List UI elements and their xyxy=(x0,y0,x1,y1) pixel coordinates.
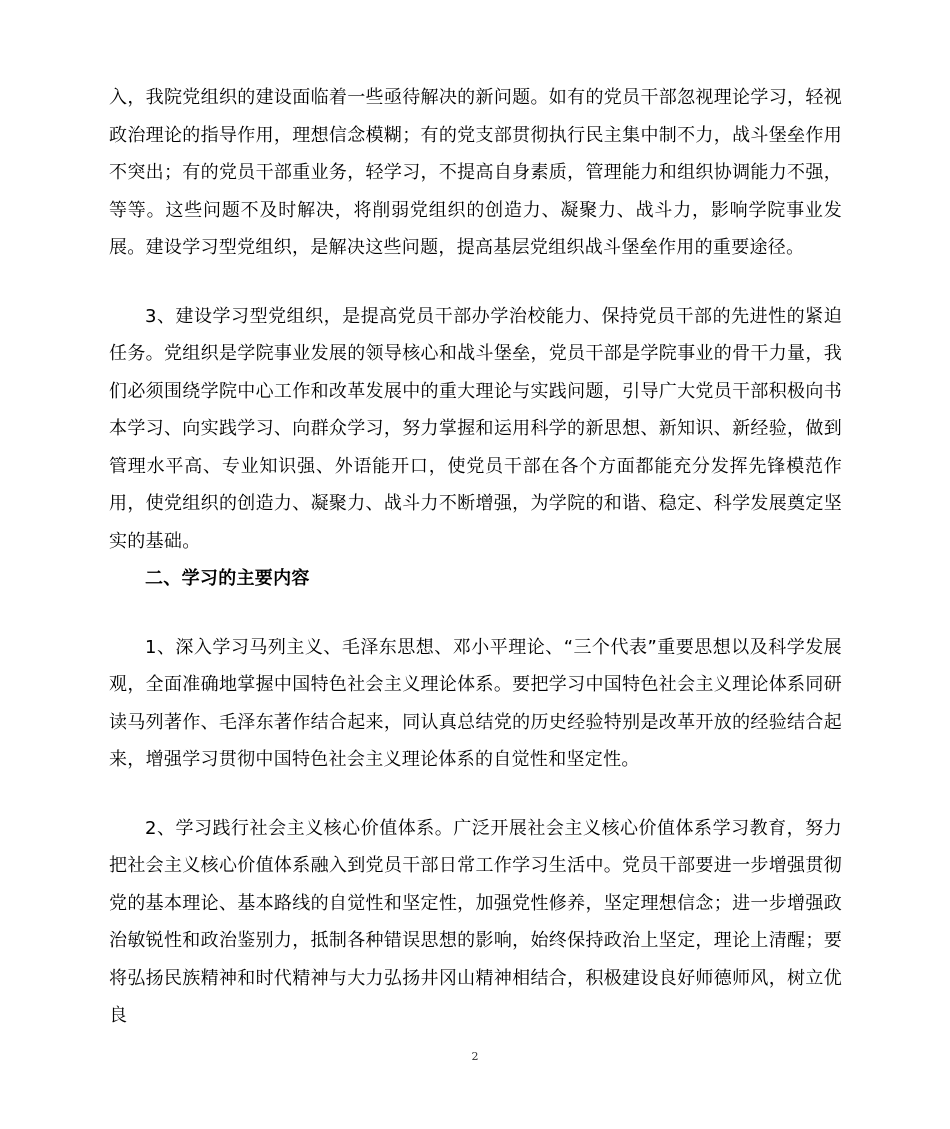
paragraph-content-item-2: 2、学习践行社会主义核心价值体系。广泛开展社会主义核心价值体系学习教育，努力把社会主义核心价值体系融入到党员干部日常工作学习生活中。党员干部要进一步增强贯彻党的基本理论、基本路线的自觉性和坚定性，加强党性修养，坚定理想信念；进一步增强政治敏锐性和政治鉴别力，抵制各种错误思想的影响，始终保持政治上坚定，理论上清醒；要将弘扬民族精神和时代精神与大力弘扬井冈山精神相结合，积极建设良好师德师风，树立优良 xyxy=(109,817,842,1026)
document-body xyxy=(109,79,842,1035)
paragraph-continuation: 入，我院党组织的建设面临着一些亟待解决的新问题。如有的党员干部忽视理论学习，轻视政治理论的指导作用，理想信念模糊；有的党支部贯彻执行民主集中制不力，战斗堡垒作用不突出；有的党员干部重业务，轻学习，不提高自身素质，管理能力和组织协调能力不强，等等。这些问题不及时解决，将削弱党组织的创造力、凝聚力、战斗力，影响学院事业发展。建设学习型党组织，是解决这些问题，提高基层党组织战斗堡垒作用的重要途径。 xyxy=(109,87,842,258)
section-heading: 二、学习的主要内容 xyxy=(145,568,310,589)
paragraph-item-3: 3、建设学习型党组织，是提高党员干部办学治校能力、保持党员干部的先进性的紧迫任务。党组织是学院事业发展的领导核心和战斗堡垒，党员干部是学院事业的骨干力量，我们必须围绕学院中心工作和改革发展中的重大理论与实践问题，引导广大党员干部积极向书本学习、向实践学习、向群众学习，努力掌握和运用科学的新思想、新知识、新经验，做到管理水平高、专业知识强、外语能开口，使党员干部在各个方面都能充分发挥先锋模范作用，使党组织的创造力、凝聚力、战斗力不断增强，为学院的和谐、稳定、科学发展奠定坚实的基础。 xyxy=(109,305,842,552)
page-number: 2 xyxy=(471,1050,479,1063)
paragraph-content-item-1: 1、深入学习马列主义、毛泽东思想、邓小平理论、“三个代表”重要思想以及科学发展观，全面准确地掌握中国特色社会主义理论体系。要把学习中国特色社会主义理论体系同研读马列著作、毛泽东著作结合起来，同认真总结党的历史经验特别是改革开放的经验结合起来，增强学习贯彻中国特色社会主义理论体系的自觉性和坚定性。 xyxy=(109,636,842,770)
